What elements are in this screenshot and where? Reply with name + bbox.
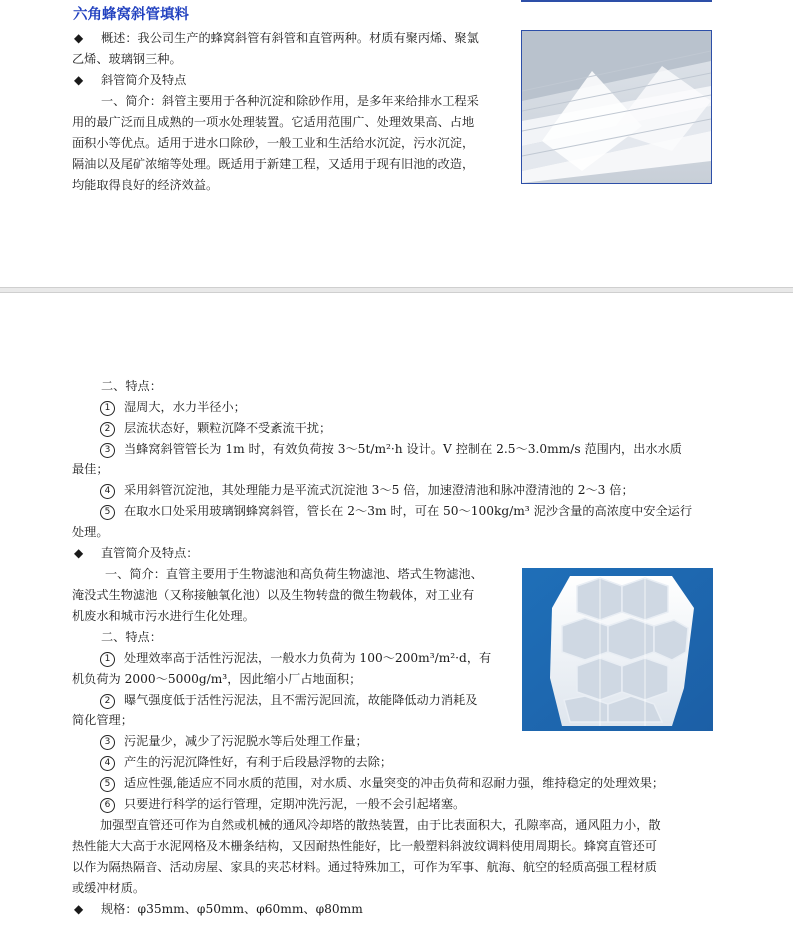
document-page-1 [0, 0, 793, 287]
incline-feature-item: 5 在取水口处采用玻璃钢蜂窝斜管，管长在 2～3m 时，可在 50～100kg/m³ 泥沙含量的高浓度中安全运行 [100, 501, 692, 522]
bullet-icon: ◆ [74, 546, 84, 560]
number-circle-icon: 3 [100, 735, 115, 750]
straight-feature-item: 4 产生的污泥沉降性好，有利于后段悬浮物的去除； [100, 752, 392, 773]
straight-feature-item: 6 只要进行科学的运行管理，定期冲洗污泥，一般不会引起堵塞。 [100, 794, 465, 815]
number-circle-icon: 4 [100, 484, 115, 499]
straight-feature-item: 1 处理效率高于活性污泥法，一般水力负荷为 100～200m³/m²·d，有 [100, 648, 491, 669]
incline-intro-line-4: 隔油以及尾矿浓缩等处理。既适用于新建工程，又适用于现有旧池的改造， [72, 157, 475, 171]
reinforced-line-1: 加强型直管还可作为自然或机械的通风冷却塔的散热装置，由于比表面积大，孔隙率高，通风阻力小，散 [100, 818, 661, 832]
document-page-2 [0, 293, 793, 931]
reinforced-line-2: 热性能大大高于水泥网格及木栅条结构，又因耐热性能好，比一般塑料斜波纹调料使用周期长。蜂窝直管还可 [72, 839, 657, 853]
incline-feature-item: 3 当蜂窝斜管管长为 1m 时，有效负荷按 3～5t/m²·h 设计。V 控制在 2.5～3.0mm/s 范围内，出水水质 [100, 439, 682, 460]
inclined-tube-photo [521, 30, 712, 184]
straight-feature-continuation: 机负荷为 2000～5000g/m³，因此缩小厂占地面积； [72, 672, 362, 686]
document-title: 六角蜂窝斜管填料 [73, 7, 189, 23]
incline-features-heading: 二、特点： [101, 379, 162, 393]
number-circle-icon: 2 [100, 422, 115, 437]
straight-intro-line-1: 一、简介：直管主要用于生物滤池和高负荷生物滤池、塔式生物滤池、 [105, 567, 483, 581]
bullet-icon: ◆ [74, 31, 84, 45]
incline-intro-line-2: 用的最广泛而且成熟的一项水处理装置。它适用范围广、处理效果高、占地 [72, 115, 475, 129]
number-circle-icon: 1 [100, 401, 115, 416]
incline-heading: 斜管简介及特点 [101, 73, 187, 87]
incline-feature-item: 2 层流状态好，颗粒沉降不受紊流干扰； [100, 418, 331, 439]
straight-feature-item: 5 适应性强,能适应不同水质的范围，对水质、水量突变的冲击负荷和忍耐力强，维持稳定的处理效果； [100, 773, 664, 794]
straight-feature-continuation: 简化管理； [72, 713, 133, 727]
reinforced-line-3: 以作为隔热隔音、活动房屋、家具的夹芯材料。通过特殊加工，可作为军事、航海、航空的轻质高强工程材质 [72, 860, 657, 874]
overview-line-1: 概述：我公司生产的蜂窝斜管有斜管和直管两种。材质有聚丙烯、聚氯 [101, 31, 479, 45]
number-circle-icon: 5 [100, 505, 115, 520]
specs-line: 规格：φ35mm、φ50mm、φ60mm、φ80mm [101, 902, 363, 916]
number-circle-icon: 5 [100, 777, 115, 792]
inclined-tube-image [522, 31, 711, 183]
incline-feature-continuation: 最佳； [72, 462, 109, 476]
straight-intro-line-3: 机废水和城市污水进行生化处理。 [72, 609, 255, 623]
number-circle-icon: 1 [100, 652, 115, 667]
straight-tube-photo [522, 568, 713, 731]
straight-heading: 直管简介及特点： [101, 546, 199, 560]
bullet-icon: ◆ [74, 73, 84, 87]
incline-intro-line-1: 一、简介：斜管主要用于各种沉淀和除砂作用，是多年来给排水工程采 [101, 94, 479, 108]
straight-features-heading: 二、特点： [101, 630, 162, 644]
number-circle-icon: 6 [100, 798, 115, 813]
reinforced-line-4: 或缓冲材质。 [72, 881, 146, 895]
number-circle-icon: 2 [100, 694, 115, 709]
straight-feature-item: 3 污泥量少，减少了污泥脱水等后处理工作量； [100, 731, 368, 752]
previous-image-edge [521, 0, 712, 2]
incline-feature-item: 1 湿周大，水力半径小； [100, 397, 246, 418]
straight-feature-item: 2 曝气强度低于活性污泥法，且不需污泥回流，故能降低动力消耗及 [100, 690, 477, 711]
straight-tube-image [522, 568, 713, 731]
incline-intro-line-5: 均能取得良好的经济效益。 [72, 178, 219, 192]
incline-feature-continuation: 处理。 [72, 525, 109, 539]
incline-feature-item: 4 采用斜管沉淀池，其处理能力是平流式沉淀池 3～5 倍，加速澄清池和脉冲澄清池的 2～3 倍； [100, 480, 634, 501]
incline-intro-line-3: 面积小等优点。适用于进水口除砂，一般工业和生活给水沉淀，污水沉淀， [72, 136, 475, 150]
number-circle-icon: 4 [100, 756, 115, 771]
bullet-icon: ◆ [74, 902, 84, 916]
number-circle-icon: 3 [100, 443, 115, 458]
straight-intro-line-2: 淹没式生物滤池（又称接触氧化池）以及生物转盘的微生物载体，对工业有 [72, 588, 475, 602]
overview-line-2: 乙烯、玻璃钢三种。 [72, 52, 182, 66]
